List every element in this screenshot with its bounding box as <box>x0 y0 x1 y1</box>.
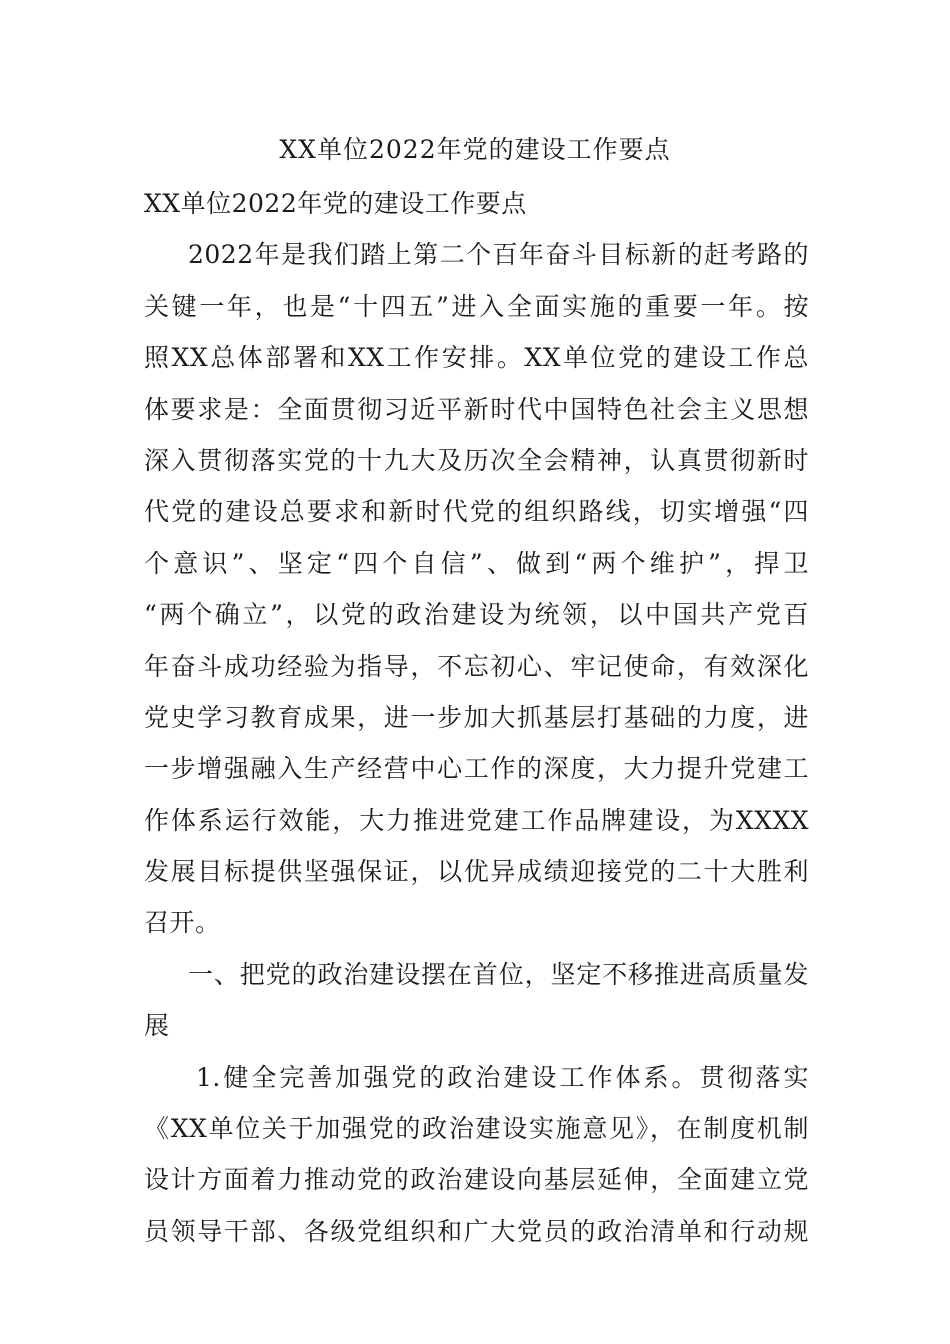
intro-line: 个意识”、坚定“四个自信”、做到“两个维护”，捍卫 <box>144 548 809 578</box>
intro-line: 党史学习教育成果，进一步加大抓基层打基础的力度，进 <box>144 702 809 732</box>
item-line: 《XX单位关于加强党的政治建设实施意见》，在制度机制 <box>144 1114 809 1144</box>
document-subtitle: XX单位2022年党的建设工作要点 <box>144 189 527 218</box>
intro-line: 深入贯彻落实党的十九大及历次全会精神，认真贯彻新时 <box>144 445 809 475</box>
section-heading-line: 一、把党的政治建设摆在首位，坚定不移推进高质量发 <box>188 959 809 989</box>
intro-line: 作体系运行效能，大力推进党建工作品牌建设，为XXXX <box>144 805 809 835</box>
intro-line: 年奋斗成功经验为指导，不忘初心、牢记使命，有效深化 <box>144 651 809 681</box>
intro-line: 体要求是：全面贯彻习近平新时代中国特色社会主义思想 <box>144 394 809 424</box>
intro-line: 关键一年，也是“十四五”进入全面实施的重要一年。按 <box>144 291 809 321</box>
intro-line: 召开。 <box>144 908 221 938</box>
intro-line: 代党的建设总要求和新时代党的组织路线，切实增强“四 <box>144 497 809 527</box>
intro-line: “两个确立”，以党的政治建设为统领，以中国共产党百 <box>144 600 809 630</box>
section-heading-line: 展 <box>144 1011 170 1041</box>
intro-line: 照XX总体部署和XX工作安排。XX单位党的建设工作总 <box>144 343 809 373</box>
document-body <box>144 178 809 1257</box>
intro-line: 发展目标提供坚强保证，以优异成绩迎接党的二十大胜利 <box>144 857 809 887</box>
item-line: 员领导干部、各级党组织和广大党员的政治清单和行动规 <box>144 1216 809 1246</box>
item-line: 1.健全完善加强党的政治建设工作体系。贯彻落实 <box>196 1062 809 1092</box>
intro-line: 一步增强融入生产经营中心工作的深度，大力提升党建工 <box>144 754 809 784</box>
intro-line: 2022年是我们踏上第二个百年奋斗目标新的赶考路的 <box>188 240 809 270</box>
item-line: 设计方面着力推动党的政治建设向基层延伸，全面建立党 <box>144 1165 809 1195</box>
document-title: XX单位2022年党的建设工作要点 <box>279 135 671 164</box>
